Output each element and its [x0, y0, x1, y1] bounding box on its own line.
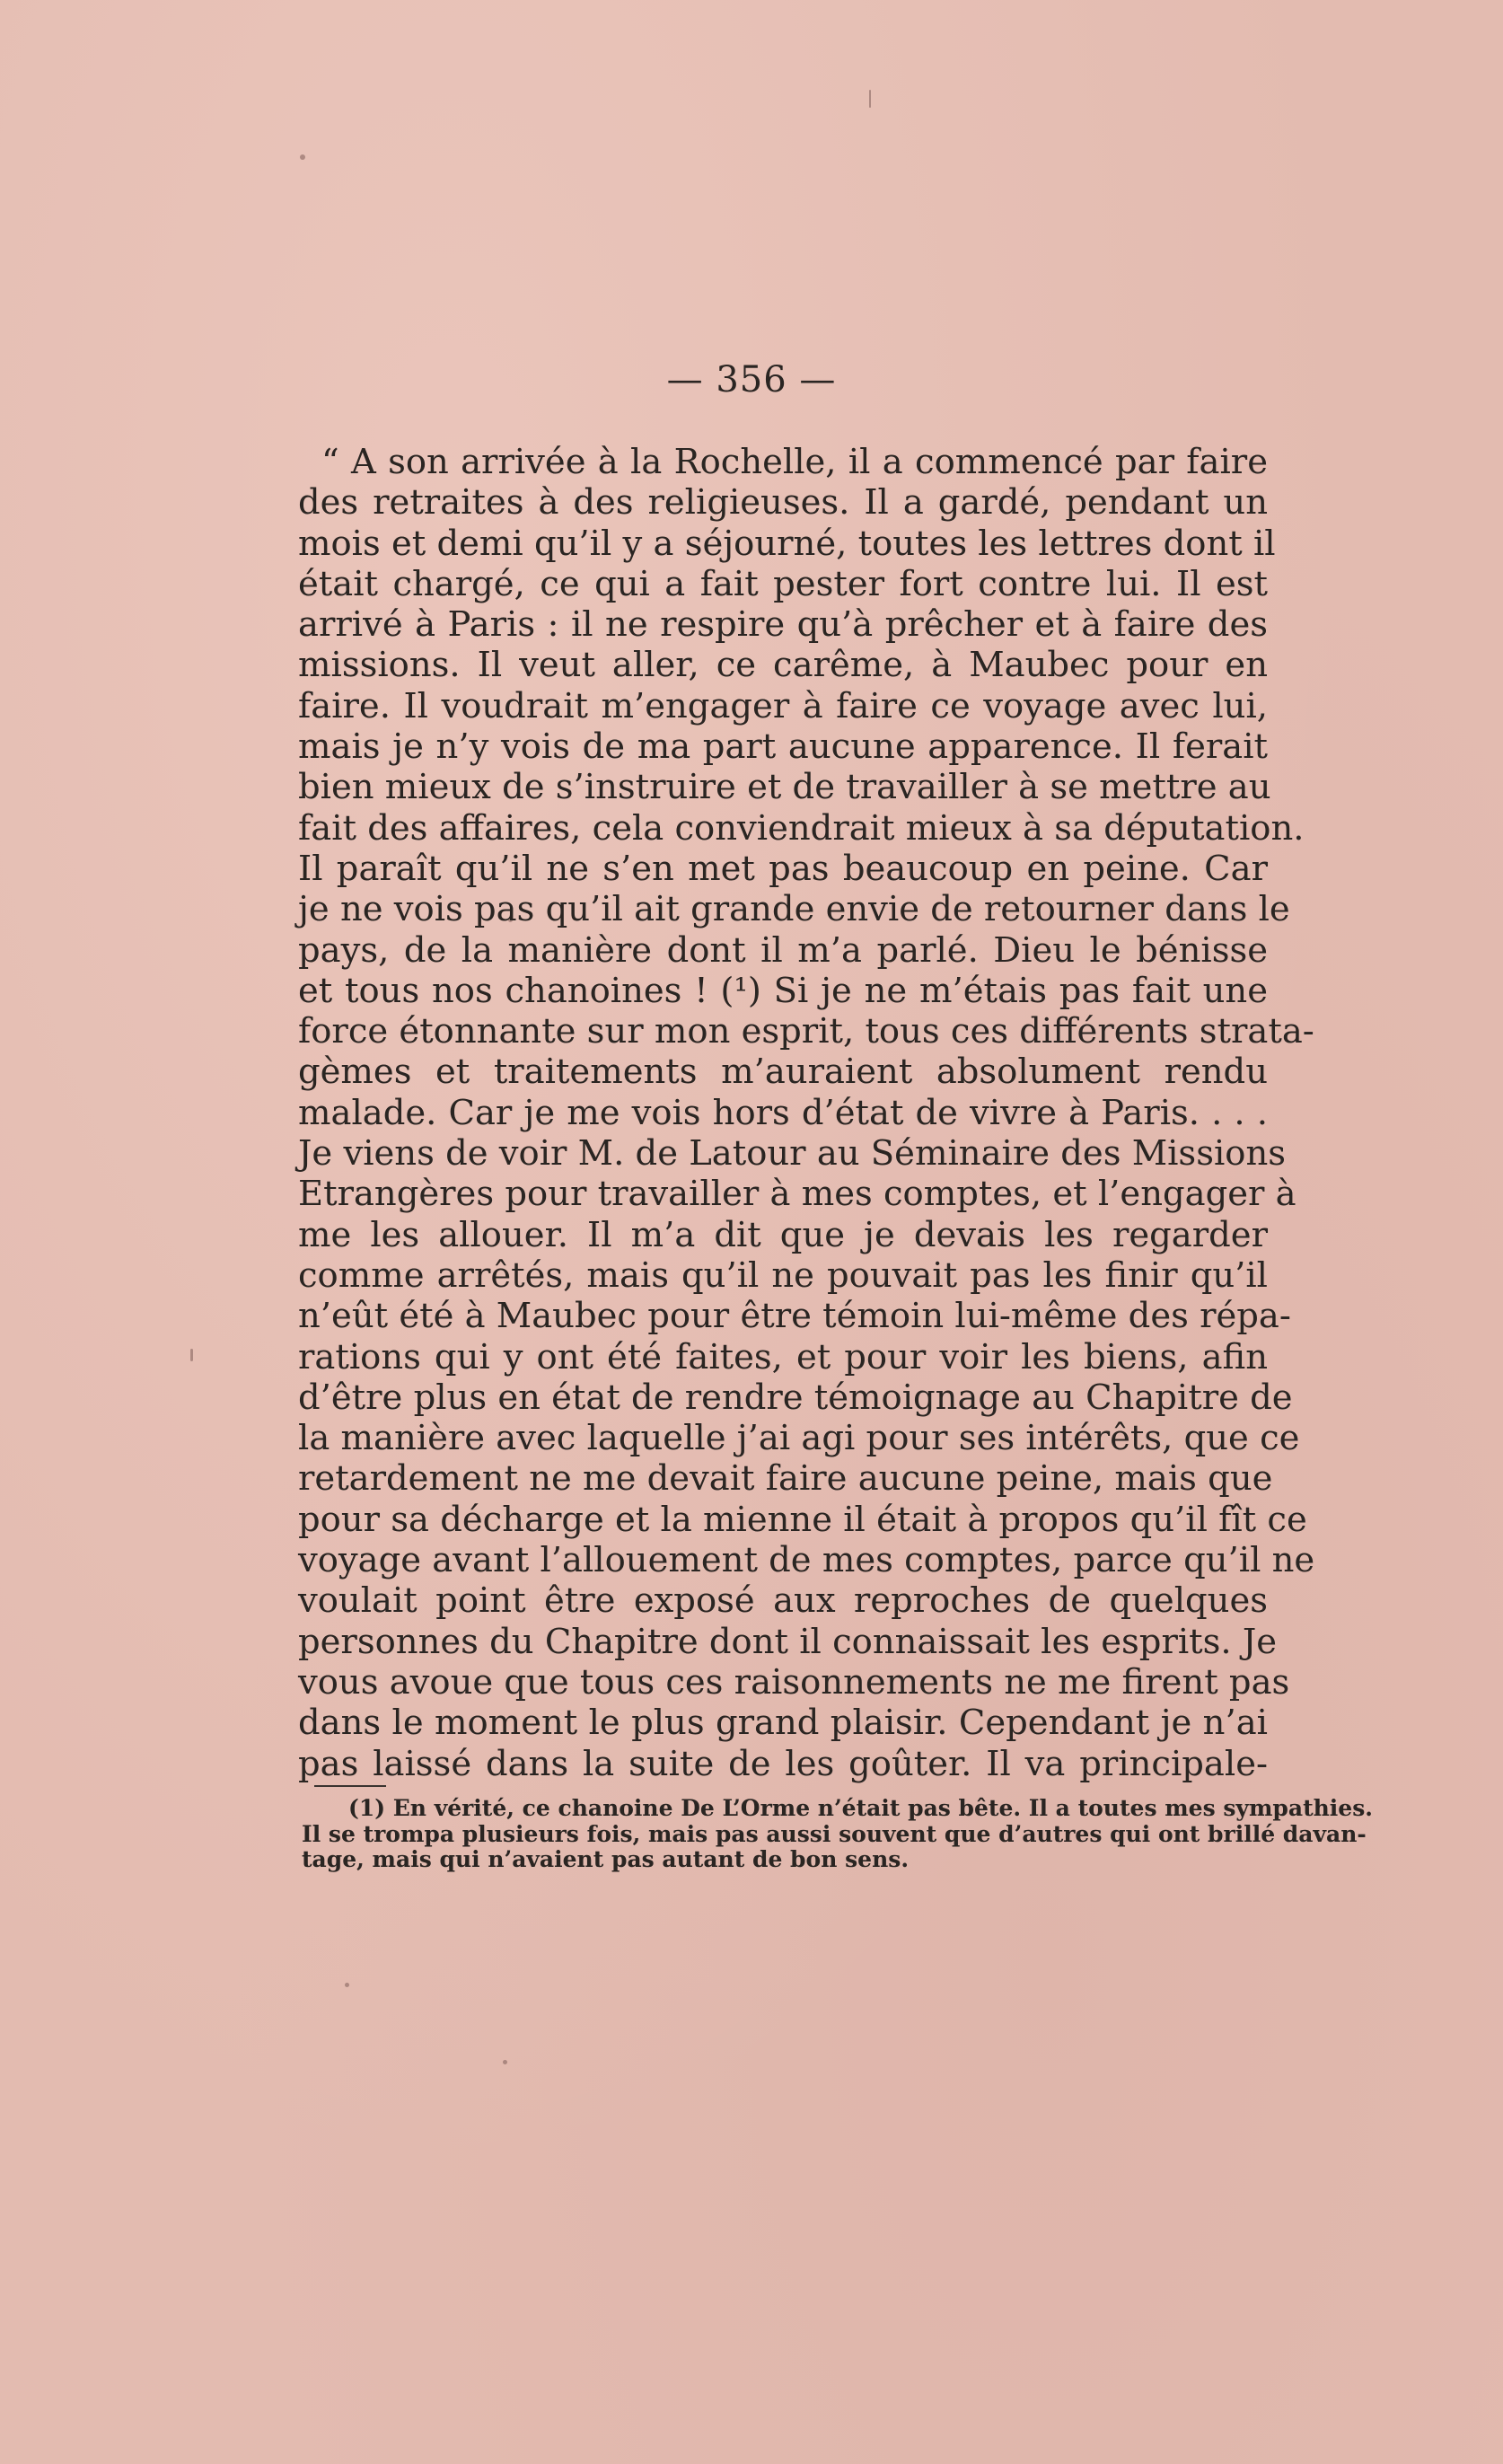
body-line: “ A son arrivée à la Rochelle, il a commencé par faire: [321, 442, 1268, 482]
body-line: vous avoue que tous ces raisonnements ne me firent pas: [298, 1661, 1290, 1703]
body-line: faire. Il voudrait m’engager à faire ce voyage avec lui,: [298, 685, 1268, 726]
paper-speck: [869, 90, 871, 108]
body-line: dans le moment le plus grand plaisir. Cependant je n’ai: [298, 1703, 1268, 1744]
body-line: arrivé à Paris : il ne respire qu’à prêcher et à faire des: [298, 604, 1268, 646]
body-line: retardement ne me devait faire aucune peine, mais que: [298, 1458, 1273, 1500]
paper-speck: [190, 1349, 193, 1361]
body-line: Il paraît qu’il ne s’en met pas beaucoup en peine. Car: [298, 848, 1268, 889]
body-line: était chargé, ce qui a fait pester fort contre lui. Il est: [298, 563, 1268, 604]
body-line: je ne vois pas qu’il ait grande envie de retourner dans le: [298, 889, 1290, 930]
paper-speck: [300, 154, 305, 160]
body-line: Je viens de voir M. de Latour au Séminaire des Missions: [298, 1133, 1286, 1175]
body-line: la manière avec laquelle j’ai agi pour ses intérêts, que ce: [298, 1418, 1300, 1459]
body-line: mais je n’y vois de ma part aucune apparence. Il ferait: [298, 726, 1268, 768]
body-line: et tous nos chanoines ! (¹) Si je ne m’étais pas fait une: [298, 970, 1268, 1011]
body-line: mois et demi qu’il y a séjourné, toutes les lettres dont il: [298, 523, 1276, 564]
body-line: me les allouer. Il m’a dit que je devais les regarder: [298, 1214, 1268, 1255]
body-line: pas laissé dans la suite de les goûter. Il va principale-: [298, 1743, 1268, 1784]
body-line: voulait point être exposé aux reproches de quelques: [298, 1580, 1268, 1622]
body-line: personnes du Chapitre dont il connaissait les esprits. Je: [298, 1621, 1278, 1662]
footnote-rule: [314, 1785, 386, 1787]
body-line: force étonnante sur mon esprit, tous ces différents strata-: [298, 1011, 1314, 1052]
body-line: missions. Il veut aller, ce carême, à Maubec pour en: [298, 645, 1268, 686]
body-line: fait des affaires, cela conviendrait mieux à sa députation.: [298, 807, 1305, 849]
body-line: Etrangères pour travailler à mes comptes, et l’engager à: [298, 1174, 1296, 1215]
page-number: — 356 —: [666, 359, 837, 400]
body-line: comme arrêtés, mais qu’il ne pouvait pas les finir qu’il: [298, 1254, 1268, 1296]
body-line: rations qui y ont été faites, et pour voir les biens, afin: [298, 1336, 1268, 1377]
body-line: pour sa décharge et la mienne il était à propos qu’il fît ce: [298, 1499, 1307, 1540]
body-line: pays, de la manière dont il m’a parlé. Dieu le bénisse: [298, 929, 1268, 971]
body-line: malade. Car je me vois hors d’état de vivre à Paris. . . .: [298, 1092, 1268, 1133]
body-line: d’être plus en état de rendre témoignage au Chapitre de: [298, 1377, 1293, 1418]
footnote-line: Il se trompa plusieurs fois, mais pas aussi souvent que d’autres qui ont brillé davan-: [302, 1820, 1367, 1847]
paper-speck: [503, 2060, 507, 2064]
body-line: des retraites à des religieuses. Il a gardé, pendant un: [298, 482, 1268, 524]
body-line: bien mieux de s’instruire et de travailler à se mettre au: [298, 767, 1271, 808]
body-line: n’eût été à Maubec pour être témoin lui-même des répa-: [298, 1296, 1291, 1337]
body-line: gèmes et traitements m’auraient absolument rendu: [298, 1052, 1268, 1093]
footnote: [302, 1795, 1373, 1873]
footnote-line: tage, mais qui n’avaient pas autant de bon sens.: [302, 1846, 910, 1872]
body-line: voyage avant l’allouement de mes comptes, parce qu’il ne: [298, 1540, 1315, 1581]
footnote-line: (1) En vérité, ce chanoine De L’Orme n’était pas bête. Il a toutes mes sympathies.: [348, 1795, 1373, 1821]
body-text: [298, 442, 1315, 1784]
paper-speck: [345, 1983, 349, 1987]
